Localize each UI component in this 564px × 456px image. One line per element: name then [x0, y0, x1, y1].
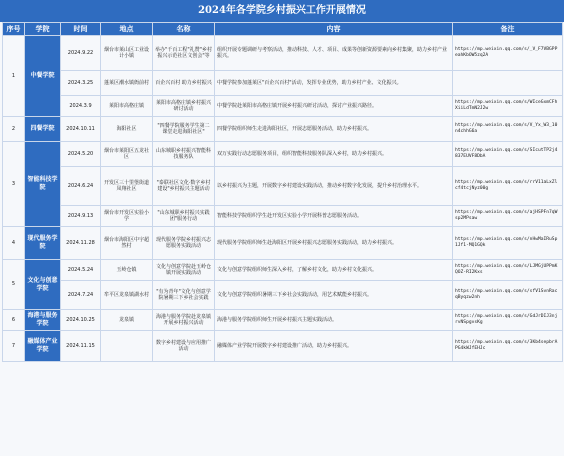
note-link[interactable]: https://mp.weixin.qq.com/s/SIcutTP2j4837EUVF8DbA [453, 142, 563, 167]
header-name: 名称 [153, 23, 215, 36]
date-cell: 2024.11.28 [61, 227, 101, 260]
date-cell: 2024.9.13 [61, 206, 101, 227]
note-link[interactable]: https://mp.weixin.qq.com/s/GdJrDIJ3njrvNSpgvsKg [453, 310, 563, 331]
note-link[interactable]: https://mp.weixin.qq.com/s/3Kb4sepbrAPG4kWJfEHJc [453, 331, 563, 362]
table-row [3, 227, 563, 260]
seq-cell: 3 [3, 142, 25, 227]
note-link[interactable]: https://mp.weixin.qq.com/s/nHwMaIRuSp1Jf1-MQ1GQk [453, 227, 563, 260]
table-row [3, 260, 563, 281]
school-cell: 海港与服务学院 [25, 310, 61, 331]
table-row [3, 36, 563, 71]
content-cell: 智能科技学院组织学生赴开发区实验小学开展科普志愿服务活动。 [215, 206, 453, 227]
place-cell: 牟平区龙泉镇湖水村 [101, 281, 153, 310]
name-cell: 数字乡村建设与应用推广活动 [153, 331, 215, 362]
school-cell: 文化与创意学院 [25, 260, 61, 310]
date-cell: 2024.10.11 [61, 117, 101, 142]
date-cell: 2024.9.22 [61, 36, 101, 71]
name-cell: 山东城职乡村振兴智能科技服务队 [153, 142, 215, 167]
table-row [3, 331, 563, 362]
name-cell: "四餐学院服务学生第二课堂走进海阳社区" [153, 117, 215, 142]
note-link[interactable] [453, 71, 563, 96]
place-cell: 海阳社区 [101, 117, 153, 142]
content-cell: 中餐学院参加蓬莱区"百企兴百村"活动，发挥专业优势，助力乡村产业、文化振兴。 [215, 71, 453, 96]
name-cell: 举办"千百工程"礼赞"乡村振兴示范社区文创会"等 [153, 36, 215, 71]
table-row [3, 96, 563, 117]
school-cell: 现代服务学院 [25, 227, 61, 260]
content-cell: 融媒体产业学院开展数字乡村建设推广活动，助力乡村振兴。 [215, 331, 453, 362]
school-cell: 中餐学院 [25, 36, 61, 117]
content-cell: 以乡村振兴为主题，开展数字乡村建设实践活动，推动乡村数字化发展，提升乡村治理水平。 [215, 167, 453, 206]
note-link[interactable]: https://mp.weixin.qq.com/s/_V_F7VBGPPeahKbOW5zq2A [453, 36, 563, 71]
date-cell: 2024.6.24 [61, 167, 101, 206]
place-cell: 莱阳市高格庄镇 [101, 96, 153, 117]
place-cell: 玉岭仓镇 [101, 260, 153, 281]
table-row [3, 281, 563, 310]
place-cell: 烟台市开发区实验小学 [101, 206, 153, 227]
date-cell: 2024.10.25 [61, 310, 101, 331]
note-link[interactable]: https://mp.weixin.qq.com/s/LJMGjUPPmKQOZ-RI2Kxs [453, 260, 563, 281]
school-cell: 智能科技学院 [25, 142, 61, 227]
name-cell: "山东城职乡村振兴实践团"服务行动 [153, 206, 215, 227]
name-cell: 文化与创意学院赴玉岭仓镇开展实践活动 [153, 260, 215, 281]
seq-cell: 4 [3, 227, 25, 260]
table-row [3, 310, 563, 331]
content-cell: 现代服务学院组织师生赴海阳区开展乡村振兴志愿服务实践活动，助力乡村振兴。 [215, 227, 453, 260]
name-cell: 现代服务学院乡村振兴志愿服务实践活动 [153, 227, 215, 260]
name-cell: 海港与服务学院赴龙泉镇开展乡村振兴活动 [153, 310, 215, 331]
place-cell: 蓬莱区潮水镇衙前村 [101, 71, 153, 96]
seq-cell: 7 [3, 331, 25, 362]
content-cell: 文化与创意学院组织师生深入乡村，了解乡村文化，助力乡村文化振兴。 [215, 260, 453, 281]
place-cell: 烟台市海阳区中宇超然村 [101, 227, 153, 260]
seq-cell: 5 [3, 260, 25, 310]
note-link[interactable]: https://mp.weixin.qq.com/s/V_Yx_W3_10n4chhG6a [453, 117, 563, 142]
place-cell: 开发区三十里堡街道凤翔社区 [101, 167, 153, 206]
note-link[interactable]: https://mp.weixin.qq.com/s/WIceGxmCFhXiiLdTmN2J2w [453, 96, 563, 117]
seq-cell: 6 [3, 310, 25, 331]
school-cell: 四餐学院 [25, 117, 61, 142]
date-cell: 2024.11.15 [61, 331, 101, 362]
place-cell: 烟台市莱山区工业设计小镇 [101, 36, 153, 71]
place-cell: 烟台市莱阳区五龙社区 [101, 142, 153, 167]
date-cell: 2024.5.20 [61, 142, 101, 167]
table-row [3, 167, 563, 206]
table-row [3, 71, 563, 96]
header-row [3, 23, 563, 36]
content-cell: 双万实践行动志愿服务项目，组织智能科技服务队深入乡村，助力乡村振兴。 [215, 142, 453, 167]
date-cell: 2024.5.24 [61, 260, 101, 281]
date-cell: 2024.3.9 [61, 96, 101, 117]
header-place: 地点 [101, 23, 153, 36]
place-cell [101, 331, 153, 362]
header-school: 学院 [25, 23, 61, 36]
content-cell: 中餐学院赴莱阳市高格庄镇开展乡村振兴研讨活动，探讨产业振兴路径。 [215, 96, 453, 117]
table-row [3, 206, 563, 227]
content-cell: 文化与创意学院组织暑期三下乡社会实践活动，用艺术赋能乡村振兴。 [215, 281, 453, 310]
activity-table [2, 22, 563, 362]
header-content: 内容 [215, 23, 453, 36]
note-link[interactable]: https://mp.weixin.qq.com/s/ajHSPFn7qWsp2MPsaw [453, 206, 563, 227]
name-cell: 莱阳市高格庄镇乡村振兴研讨活动 [153, 96, 215, 117]
header-note: 备注 [453, 23, 563, 36]
header-date: 时间 [61, 23, 101, 36]
table-row [3, 142, 563, 167]
header-seq: 序号 [3, 23, 25, 36]
date-cell: 2024.7.24 [61, 281, 101, 310]
name-cell: "泰联社区文化·数字乡村建设"乡村振兴主题活动 [153, 167, 215, 206]
table-row [3, 117, 563, 142]
content-cell: 组织开展专题调研与考察活动，推动科技、人才、项目、成果等创新资源要素向乡村集聚，助力乡村产业振兴。 [215, 36, 453, 71]
page-title: 2024年各学院乡村振兴工作开展情况 [0, 0, 564, 22]
school-cell: 融媒体产业学院 [25, 331, 61, 362]
name-cell: "有为青年"文化与创意学院暑期三下乡社会实践 [153, 281, 215, 310]
content-cell: 海港与服务学院组织师生开展乡村振兴主题实践活动。 [215, 310, 453, 331]
note-link[interactable]: https://mp.weixin.qq.com/s/sfV1SvnRacqByqzw2nh [453, 281, 563, 310]
place-cell: 龙泉镇 [101, 310, 153, 331]
seq-cell: 2 [3, 117, 25, 142]
note-link[interactable]: https://mp.weixin.qq.com/s/rrV11aLxZlcf4tcjNyz00g [453, 167, 563, 206]
seq-cell: 1 [3, 36, 25, 117]
name-cell: 百企兴百村 助力乡村振兴 [153, 71, 215, 96]
date-cell: 2024.3.25 [61, 71, 101, 96]
content-cell: 四餐学院组织师生走进海阳社区，开展志愿服务活动，助力乡村振兴。 [215, 117, 453, 142]
